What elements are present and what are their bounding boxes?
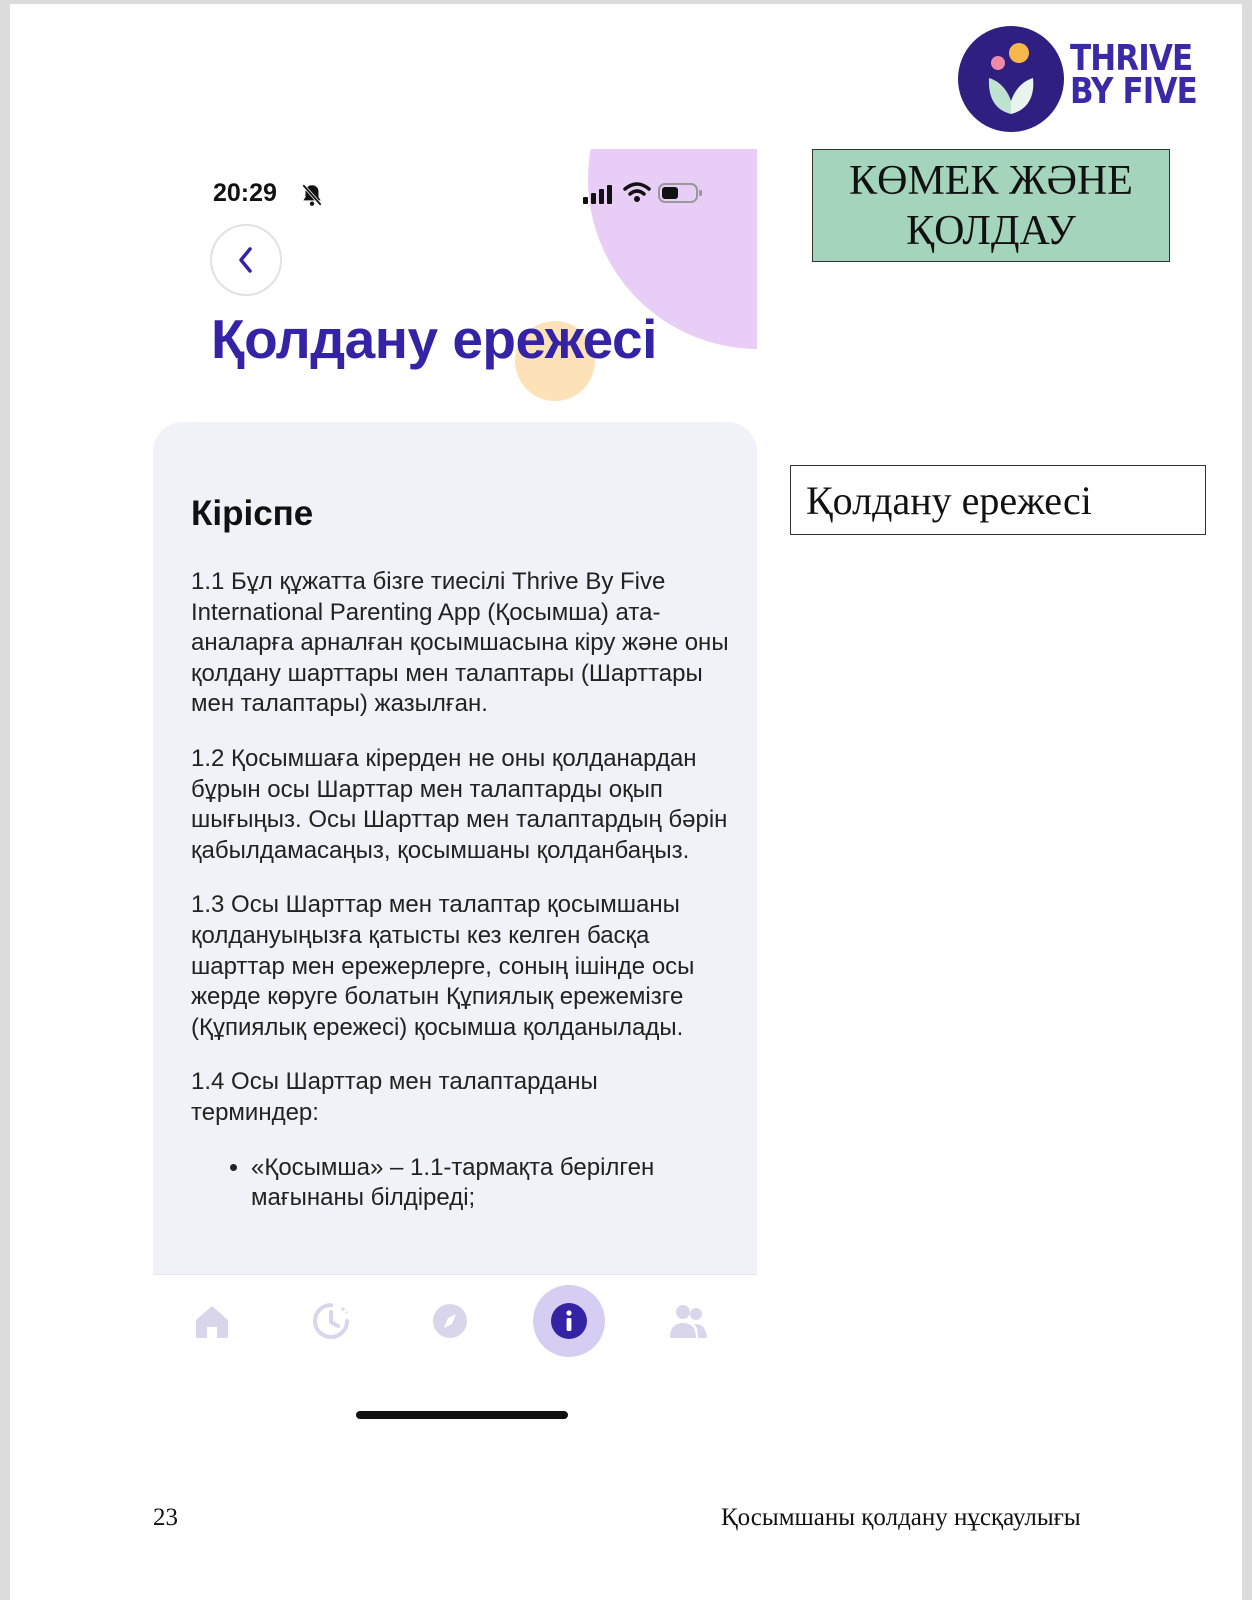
logo-emblem <box>958 26 1064 132</box>
bottom-tab-bar <box>153 1274 757 1449</box>
phone-screenshot <box>153 149 757 1449</box>
footer-title: Қосымшаны қолдану нұсқаулығы <box>721 1504 1081 1531</box>
logo-wordmark: THRIVE BY FIVE <box>1070 38 1197 112</box>
home-indicator <box>356 1411 568 1419</box>
tab-history[interactable] <box>295 1285 367 1357</box>
terms-text <box>191 567 731 1214</box>
history-icon <box>311 1301 351 1341</box>
cellular-signal-icon <box>583 184 615 204</box>
back-button[interactable] <box>210 224 282 296</box>
battery-icon <box>658 182 704 204</box>
paragraph: 1.2 Қосымшаға кірерден не оны қолданардан бұрын осы Шарттар мен талаптарды оқып шығыңыз. Осы Шарттар мен талаптардың бәрін қабылдамасаңыз, қосымшаны қолданбаңыз. <box>191 744 728 864</box>
help-support-label: КӨМЕК ЖӘНЕ ҚОЛДАУ <box>812 149 1170 262</box>
tab-home[interactable] <box>176 1285 248 1357</box>
paragraph: 1.1 Бұл құжатта бізге тиесілі Thrive By Five International Parenting App (Қосымша) ата-аналарға арналған қосымшасына кіру және оны қолдану шарттары мен талаптары (Шарттары мен талаптары) жазылған. <box>191 568 729 718</box>
document-page <box>10 4 1242 1600</box>
terms-content-card <box>153 422 757 1322</box>
people-icon <box>667 1301 709 1341</box>
definitions-list <box>191 1153 731 1214</box>
compass-icon <box>430 1301 470 1341</box>
tab-info[interactable] <box>533 1285 605 1357</box>
info-icon <box>549 1301 589 1341</box>
chevron-left-icon <box>235 245 257 275</box>
thrive-by-five-logo <box>958 26 1197 134</box>
status-time: 20:29 <box>213 179 277 207</box>
home-icon <box>192 1301 232 1341</box>
screen-title: Қолдану ережесі <box>211 308 657 370</box>
page-number: 23 <box>153 1504 178 1531</box>
tab-profile[interactable] <box>652 1285 724 1357</box>
paragraph: 1.4 Осы Шарттар мен талаптарданы терминдер: <box>191 1068 598 1126</box>
paragraph: 1.3 Осы Шарттар мен талаптар қосымшаны қолдануыңызға қатысты кез келген басқа шарттар мен ережерлерге, соның ішінде осы жерде көруге болатын Құпиялық ережемізге (Құпиялық ережесі) қосымша қолданылады. <box>191 891 695 1041</box>
terms-of-use-label: Қолдану ережесі <box>790 465 1206 535</box>
bell-muted-icon <box>299 182 325 208</box>
wifi-icon <box>623 180 651 204</box>
tab-explore[interactable] <box>414 1285 486 1357</box>
list-item: • «Қосымша» – 1.1-тармақта берілген мағынаны білдіреді; <box>251 1153 731 1214</box>
section-heading: Кіріспе <box>191 494 314 533</box>
